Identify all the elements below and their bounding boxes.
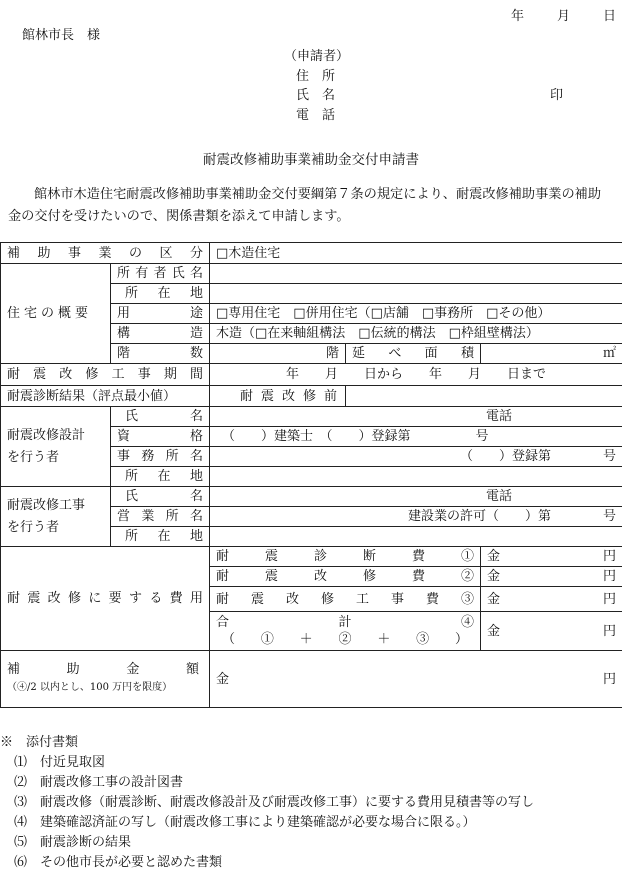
address-label: 住 所 — [296, 65, 335, 84]
attachment-item: ⑵ 耐震改修工事の設計図書 — [0, 773, 622, 793]
period-value[interactable]: 年 月 日から 年 月 日まで — [210, 364, 622, 386]
applicant-label: （申請者） — [284, 45, 349, 64]
seal-mark: 印 — [550, 84, 563, 103]
subsidy-kin: 金 — [216, 672, 229, 687]
cost-total-field[interactable] — [481, 612, 622, 651]
date-day-label: 日 — [603, 5, 616, 24]
row-builder-name — [1, 487, 622, 507]
attachment-item: ⑷ 建築確認済証の写し（耐震改修工事により建築確認が必要な場合に限る。） — [0, 813, 622, 833]
builder-label-line2: を行う者 — [7, 517, 104, 539]
application-form-table — [0, 242, 622, 708]
designer-qual-value[interactable]: （ ）建築士 （ ）登録第 号 — [210, 427, 622, 447]
housing-location-label: 所在地 — [111, 284, 210, 304]
date-month-label: 月 — [557, 5, 570, 24]
designer-qual-label: 資格 — [111, 427, 210, 447]
date-year-label: 年 — [511, 5, 524, 24]
cost1-kin: 金 — [487, 549, 500, 564]
structure-value[interactable]: 木造（□在来軸組構法 □伝統的構法 □枠組壁構法） — [210, 324, 622, 344]
attachment-item: ⑴ 付近見取図 — [0, 753, 622, 773]
row-owner — [1, 264, 622, 284]
floor-area-label: 延べ面積 — [346, 344, 481, 364]
cost2-kin: 金 — [487, 569, 500, 584]
subsidy-yen: 円 — [603, 672, 616, 687]
project-type-value[interactable]: □木造住宅 — [210, 243, 622, 264]
designer-location-field[interactable] — [210, 467, 622, 487]
builder-office-value[interactable]: 建設業の許可（ ）第 号 — [210, 507, 622, 527]
diagnosis-before-label: 耐震改修前 — [210, 386, 346, 407]
subsidy-label-main: 補助金額 — [7, 661, 203, 679]
attachment-item: ⑶ 耐震改修（耐震診断、耐震改修設計及び耐震改修工事）に要する費用見積書等の写し — [0, 793, 622, 813]
use-label: 用途 — [111, 304, 210, 324]
cost-design-field[interactable] — [481, 567, 622, 587]
row-cost-diagnosis — [1, 547, 622, 567]
addressee: 館林市長 様 — [22, 24, 100, 43]
owner-name-field[interactable] — [210, 264, 622, 284]
cost-design-label: 耐震改修費② — [210, 567, 481, 587]
housing-label: 住宅の概要 — [1, 264, 111, 364]
builder-phone-label: 電話 — [486, 489, 512, 504]
name-label: 氏 名 — [296, 84, 335, 103]
subsidy-amount-field[interactable] — [210, 651, 622, 708]
area-unit: ㎡ — [603, 346, 616, 361]
cost3-kin: 金 — [487, 592, 500, 607]
designer-name-field[interactable] — [210, 407, 622, 427]
document-title: 耐震改修補助事業補助金交付申請書 — [0, 148, 622, 168]
builder-location-label: 所在地 — [111, 527, 210, 547]
project-type-label: 補助事業の区分 — [1, 243, 210, 264]
diagnosis-label: 耐震診断結果（評点最小値） — [1, 386, 210, 407]
cost-total-line2: （①＋②＋③） — [216, 631, 474, 648]
attachment-item: ⑸ 耐震診断の結果 — [0, 833, 622, 853]
cost4-kin: 金 — [487, 624, 500, 639]
cost-label: 耐震改修に要する費用 — [1, 547, 210, 651]
attachments-heading: ※ 添付書類 — [0, 733, 622, 753]
builder-label-line1: 耐震改修工事 — [7, 495, 104, 517]
designer-office-value[interactable]: （ ）登録第 号 — [210, 447, 622, 467]
phone-label: 電 話 — [296, 104, 335, 123]
builder-name-label: 氏名 — [111, 487, 210, 507]
cost-diagnosis-label: 耐震診断費① — [210, 547, 481, 567]
designer-phone-label: 電話 — [486, 409, 512, 424]
row-period — [1, 364, 622, 386]
floors-unit: 階 — [326, 346, 339, 361]
housing-location-field[interactable] — [210, 284, 622, 304]
cost1-yen: 円 — [603, 549, 616, 564]
designer-label — [1, 407, 111, 487]
builder-name-field[interactable] — [210, 487, 622, 507]
subsidy-label — [1, 651, 210, 708]
row-subsidy — [1, 651, 622, 708]
floors-label: 階数 — [111, 344, 210, 364]
attachments-section — [0, 733, 622, 873]
period-label: 耐震改修工事期間 — [1, 364, 210, 386]
cost2-yen: 円 — [603, 569, 616, 584]
designer-name-label: 氏名 — [111, 407, 210, 427]
cost4-yen: 円 — [603, 624, 616, 639]
cost3-yen: 円 — [603, 592, 616, 607]
designer-label-line2: を行う者 — [7, 447, 104, 469]
cost-work-label: 耐震改修工事費③ — [210, 587, 481, 612]
owner-name-label: 所有者氏名 — [111, 264, 210, 284]
structure-label: 構造 — [111, 324, 210, 344]
row-project-type — [1, 243, 622, 264]
attachment-item: ⑹ その他市長が必要と認めた書類 — [0, 853, 622, 873]
floor-area-field[interactable] — [481, 344, 622, 364]
cost-diagnosis-field[interactable] — [481, 547, 622, 567]
cost-total-line1: 合計④ — [216, 614, 474, 631]
row-designer-name — [1, 407, 622, 427]
designer-location-label: 所在地 — [111, 467, 210, 487]
floors-field[interactable] — [210, 344, 346, 364]
use-value[interactable]: □専用住宅 □併用住宅（□店舗 □事務所 □その他） — [210, 304, 622, 324]
builder-office-label: 営業所名 — [111, 507, 210, 527]
designer-label-line1: 耐震改修設計 — [7, 425, 104, 447]
row-diagnosis — [1, 386, 622, 407]
intro-paragraph: 館林市木造住宅耐震改修補助事業補助金交付要綱第７条の規定により、耐震改修補助事業の補助金の交付を受けたいので、関係書類を添えて申請します。 — [8, 184, 614, 228]
builder-label — [1, 487, 111, 547]
diagnosis-score-field[interactable] — [346, 386, 622, 407]
designer-office-label: 事務所名 — [111, 447, 210, 467]
cost-work-field[interactable] — [481, 587, 622, 612]
builder-location-field[interactable] — [210, 527, 622, 547]
cost-total-label — [210, 612, 481, 651]
subsidy-note: （④/2 以内とし、100 万円を限度） — [7, 679, 203, 697]
